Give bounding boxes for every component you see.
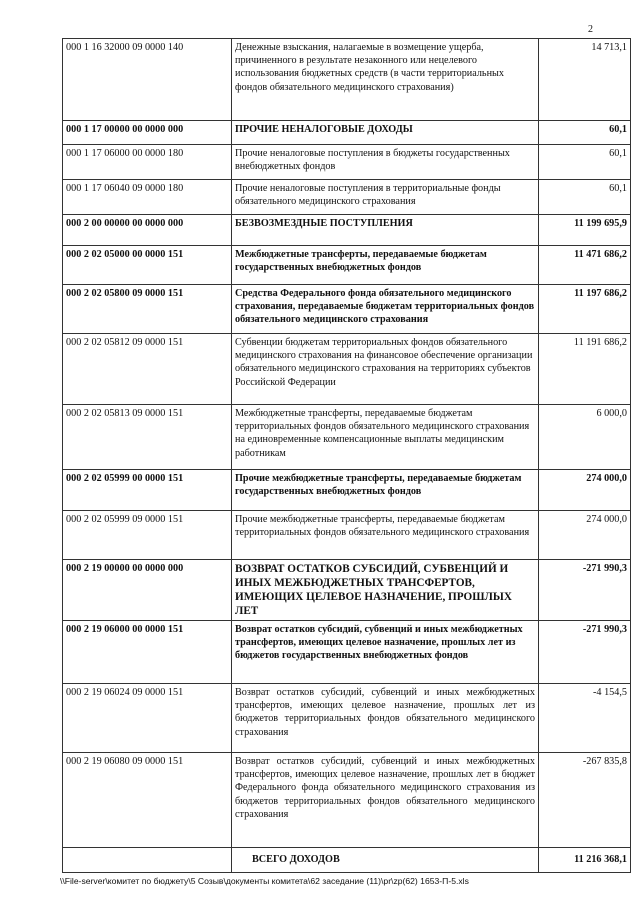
total-amount-cell: 11 216 368,1	[539, 848, 631, 873]
budget-code-cell: 000 1 17 06000 00 0000 180	[63, 145, 232, 180]
table-row	[63, 215, 631, 246]
table-row	[63, 753, 631, 848]
budget-code-cell: 000 1 17 00000 00 0000 000	[63, 121, 232, 145]
total-row	[63, 848, 631, 873]
budget-code-cell: 000 2 00 00000 00 0000 000	[63, 215, 232, 246]
description-cell: Возврат остатков субсидий, субвенций и иных межбюджетных трансфертов, имеющих целевое назначение, прошлых лет из бюджетов государственных внебюджетных фондов	[232, 621, 539, 684]
amount-cell: 274 000,0	[539, 470, 631, 511]
budget-code-cell: 000 2 19 06000 00 0000 151	[63, 621, 232, 684]
description-cell: Возврат остатков субсидий, субвенций и иных межбюджетных трансфертов, имеющих целевое назначение, прошлых лет в бюджет Федерального фонда обязательного медицинского страхования из бюджетов территориальных фондов обязательного медицинского страхования	[232, 753, 539, 848]
amount-cell: -267 835,8	[539, 753, 631, 848]
table-row	[63, 145, 631, 180]
budget-code-cell: 000 1 16 32000 09 0000 140	[63, 39, 232, 121]
amount-cell: 6 000,0	[539, 405, 631, 470]
table-row	[63, 334, 631, 405]
amount-cell: 11 197 686,2	[539, 285, 631, 334]
description-cell: Средства Федерального фонда обязательного медицинского страхования, передаваемые бюджетам территориальных фондов обязательного медицинского страхования	[232, 285, 539, 334]
amount-cell: 60,1	[539, 121, 631, 145]
table-row	[63, 246, 631, 285]
description-cell: Межбюджетные трансферты, передаваемые бюджетам государственных внебюджетных фондов	[232, 246, 539, 285]
budget-code-cell: 000 2 02 05999 09 0000 151	[63, 511, 232, 560]
description-cell: Межбюджетные трансферты, передаваемые бюджетам территориальных фондов обязательного медицинского страхования на единовременные компенсационные выплаты медицинским работникам	[232, 405, 539, 470]
amount-cell: 14 713,1	[539, 39, 631, 121]
amount-cell: -271 990,3	[539, 621, 631, 684]
table-row	[63, 684, 631, 753]
description-cell: Прочие неналоговые поступления в бюджеты государственных внебюджетных фондов	[232, 145, 539, 180]
budget-code-cell: 000 2 02 05812 09 0000 151	[63, 334, 232, 405]
amount-cell: 11 191 686,2	[539, 334, 631, 405]
amount-cell: 60,1	[539, 180, 631, 215]
amount-cell: -4 154,5	[539, 684, 631, 753]
budget-code-cell: 000 2 02 05800 09 0000 151	[63, 285, 232, 334]
total-code-cell	[63, 848, 232, 873]
table-row	[63, 39, 631, 121]
total-label-cell: ВСЕГО ДОХОДОВ	[232, 848, 539, 873]
amount-cell: 11 471 686,2	[539, 246, 631, 285]
description-cell: Прочие неналоговые поступления в территориальные фонды обязательного медицинского страхования	[232, 180, 539, 215]
budget-code-cell: 000 2 02 05999 00 0000 151	[63, 470, 232, 511]
budget-code-cell: 000 2 19 06080 09 0000 151	[63, 753, 232, 848]
table-row	[63, 470, 631, 511]
description-cell: Прочие межбюджетные трансферты, передаваемые бюджетам государственных внебюджетных фондов	[232, 470, 539, 511]
table-row	[63, 621, 631, 684]
description-cell: ПРОЧИЕ НЕНАЛОГОВЫЕ ДОХОДЫ	[232, 121, 539, 145]
budget-code-cell: 000 2 02 05000 00 0000 151	[63, 246, 232, 285]
description-cell: Денежные взыскания, налагаемые в возмещение ущерба, причиненного в результате незаконного или нецелевого использования бюджетных средств (в части территориальных фондов обязательного медицинского страхования)	[232, 39, 539, 121]
revenue-table-body	[63, 39, 631, 873]
amount-cell: 60,1	[539, 145, 631, 180]
table-row	[63, 180, 631, 215]
budget-code-cell: 000 2 02 05813 09 0000 151	[63, 405, 232, 470]
table-row	[63, 405, 631, 470]
table-row	[63, 511, 631, 560]
file-path-footer: \\File-server\комитет по бюджету\5 Созыв\документы комитета\62 заседание (11)\pr\zp(62) 1653-П-5.xls	[60, 876, 469, 886]
amount-cell: -271 990,3	[539, 560, 631, 621]
budget-code-cell: 000 2 19 00000 00 0000 000	[63, 560, 232, 621]
description-cell: Субвенции бюджетам территориальных фондов обязательного медицинского страхования на финансовое обеспечение организации обязательного медицинского страхования на территориях субъектов Российской Федерации	[232, 334, 539, 405]
amount-cell: 274 000,0	[539, 511, 631, 560]
description-cell: БЕЗВОЗМЕЗДНЫЕ ПОСТУПЛЕНИЯ	[232, 215, 539, 246]
description-cell: Возврат остатков субсидий, субвенций и иных межбюджетных трансфертов, имеющих целевое назначение, прошлых лет из бюджетов территориальных фондов обязательного медицинского страхования	[232, 684, 539, 753]
description-cell: Прочие межбюджетные трансферты, передаваемые бюджетам территориальных фондов обязательного медицинского страхования	[232, 511, 539, 560]
description-cell: ВОЗВРАТ ОСТАТКОВ СУБСИДИЙ, СУБВЕНЦИЙ И ИНЫХ МЕЖБЮДЖЕТНЫХ ТРАНСФЕРТОВ, ИМЕЮЩИХ ЦЕЛЕВОЕ НАЗНАЧЕНИЕ, ПРОШЛЫХ ЛЕТ	[232, 560, 539, 621]
revenue-table	[62, 38, 631, 873]
table-row	[63, 560, 631, 621]
page-number: 2	[588, 24, 593, 35]
table-row	[63, 121, 631, 145]
budget-code-cell: 000 2 19 06024 09 0000 151	[63, 684, 232, 753]
budget-code-cell: 000 1 17 06040 09 0000 180	[63, 180, 232, 215]
table-row	[63, 285, 631, 334]
amount-cell: 11 199 695,9	[539, 215, 631, 246]
